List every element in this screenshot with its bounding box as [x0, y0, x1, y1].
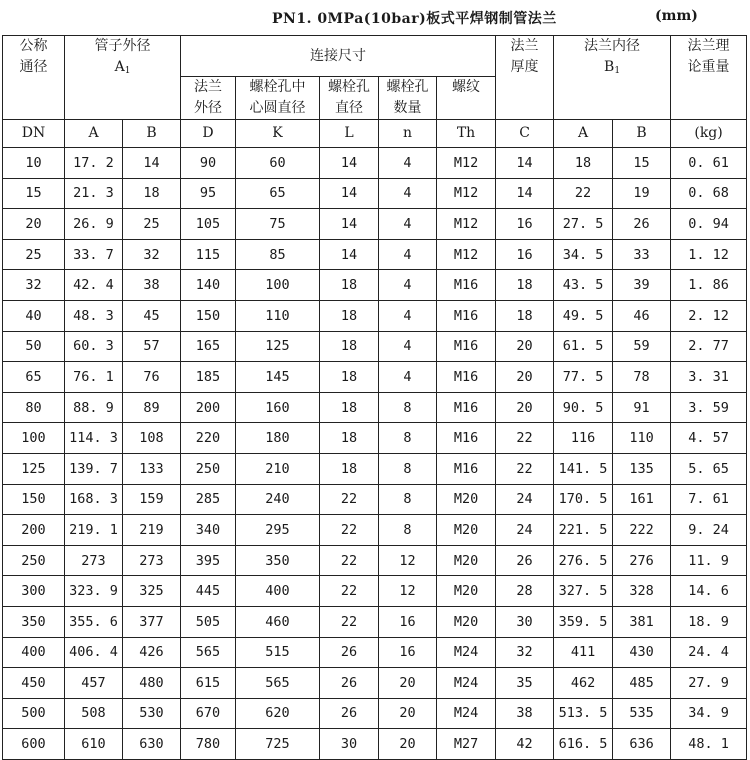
table-cell: 32 — [123, 239, 181, 270]
table-cell: 18 — [496, 270, 554, 301]
table-cell: 18 — [320, 331, 379, 362]
table-cell: 65 — [3, 362, 65, 393]
table-cell: 18 — [320, 423, 379, 454]
table-cell: 32 — [3, 270, 65, 301]
table-cell: M27 — [437, 729, 496, 760]
table-cell: 355. 6 — [65, 606, 123, 637]
table-row — [3, 270, 747, 301]
table-cell: 18 — [123, 178, 181, 209]
table-cell: 3. 31 — [671, 362, 747, 393]
table-cell: 35 — [496, 668, 554, 699]
table-cell: 14 — [320, 178, 379, 209]
table-cell: 250 — [3, 545, 65, 576]
table-cell: 90 — [181, 148, 236, 179]
table-body — [3, 148, 747, 760]
table-cell: 535 — [613, 698, 671, 729]
table-cell: M12 — [437, 178, 496, 209]
table-cell: 77. 5 — [554, 362, 613, 393]
symbol-cell: L — [320, 120, 379, 148]
table-cell: 95 — [181, 178, 236, 209]
table-row — [3, 148, 747, 179]
header-bolt-circle-diameter: 螺栓孔中 心圆直径 — [236, 77, 320, 120]
table-cell: 161 — [613, 484, 671, 515]
header-flange-thickness: 法兰 厚度 — [496, 36, 554, 120]
table-cell: 273 — [123, 545, 181, 576]
table-cell: 221. 5 — [554, 515, 613, 546]
table-cell: M16 — [437, 300, 496, 331]
table-row — [3, 423, 747, 454]
table-cell: 141. 5 — [554, 453, 613, 484]
table-cell: 26 — [320, 668, 379, 699]
table-cell: 18 — [320, 300, 379, 331]
symbol-cell: B — [123, 120, 181, 148]
table-cell: 285 — [181, 484, 236, 515]
table-cell: 276. 5 — [554, 545, 613, 576]
table-cell: 14 — [320, 148, 379, 179]
table-cell: 450 — [3, 668, 65, 699]
table-cell: 462 — [554, 668, 613, 699]
header-bolt-hole-diameter: 螺栓孔 直径 — [320, 77, 379, 120]
table-cell: 12 — [379, 545, 437, 576]
table-cell: 59 — [613, 331, 671, 362]
table-cell: 61. 5 — [554, 331, 613, 362]
table-cell: 15 — [3, 178, 65, 209]
table-title-bar — [0, 2, 750, 32]
symbol-cell: A — [65, 120, 123, 148]
table-cell: 4 — [379, 178, 437, 209]
table-cell: 18. 9 — [671, 606, 747, 637]
table-title: PN1. 0MPa(10bar)板式平焊钢制管法兰 — [272, 11, 557, 27]
table-cell: 89 — [123, 392, 181, 423]
table-cell: 114. 3 — [65, 423, 123, 454]
table-cell: 16 — [379, 606, 437, 637]
table-cell: 22 — [320, 484, 379, 515]
table-cell: 33 — [613, 239, 671, 270]
table-cell: 323. 9 — [65, 576, 123, 607]
table-cell: 115 — [181, 239, 236, 270]
table-cell: 615 — [181, 668, 236, 699]
table-cell: 150 — [181, 300, 236, 331]
table-cell: 8 — [379, 484, 437, 515]
table-cell: 300 — [3, 576, 65, 607]
table-cell: 170. 5 — [554, 484, 613, 515]
table-cell: 26. 9 — [65, 209, 123, 240]
table-cell: 295 — [236, 515, 320, 546]
symbol-cell: D — [181, 120, 236, 148]
table-cell: 75 — [236, 209, 320, 240]
table-cell: 30 — [320, 729, 379, 760]
table-cell: 240 — [236, 484, 320, 515]
table-cell: 48. 3 — [65, 300, 123, 331]
table-cell: 26 — [496, 545, 554, 576]
table-cell: 10 — [3, 148, 65, 179]
table-row — [3, 300, 747, 331]
table-row — [3, 239, 747, 270]
table-cell: 116 — [554, 423, 613, 454]
table-cell: 18 — [320, 453, 379, 484]
table-cell: 20 — [496, 331, 554, 362]
table-cell: 24 — [496, 515, 554, 546]
table-cell: 49. 5 — [554, 300, 613, 331]
table-cell: 9. 24 — [671, 515, 747, 546]
table-cell: 42 — [496, 729, 554, 760]
table-cell: 25 — [3, 239, 65, 270]
table-cell: M20 — [437, 484, 496, 515]
table-cell: 4 — [379, 300, 437, 331]
table-cell: 8 — [379, 423, 437, 454]
table-cell: 21. 3 — [65, 178, 123, 209]
table-cell: 406. 4 — [65, 637, 123, 668]
table-cell: 100 — [236, 270, 320, 301]
table-cell: 600 — [3, 729, 65, 760]
table-cell: 3. 59 — [671, 392, 747, 423]
table-cell: 14 — [320, 239, 379, 270]
symbol-cell: DN — [3, 120, 65, 148]
table-cell: 430 — [613, 637, 671, 668]
table-cell: 14 — [123, 148, 181, 179]
table-cell: 508 — [65, 698, 123, 729]
header-theoretical-weight: 法兰理 论重量 — [671, 36, 747, 120]
table-cell: 426 — [123, 637, 181, 668]
table-cell: 411 — [554, 637, 613, 668]
table-cell: 4 — [379, 239, 437, 270]
table-cell: 400 — [3, 637, 65, 668]
symbol-cell: A — [554, 120, 613, 148]
header-flange-outer-diameter: 法兰 外径 — [181, 77, 236, 120]
table-cell: 90. 5 — [554, 392, 613, 423]
table-row — [3, 637, 747, 668]
table-cell: 14 — [496, 148, 554, 179]
table-cell: 168. 3 — [65, 484, 123, 515]
table-cell: 80 — [3, 392, 65, 423]
table-cell: 350 — [3, 606, 65, 637]
table-cell: 48. 1 — [671, 729, 747, 760]
table-cell: 17. 2 — [65, 148, 123, 179]
table-cell: 22 — [320, 606, 379, 637]
table-cell: 185 — [181, 362, 236, 393]
table-cell: 14 — [320, 209, 379, 240]
table-cell: 4 — [379, 270, 437, 301]
table-cell: 2. 77 — [671, 331, 747, 362]
table-cell: 50 — [3, 331, 65, 362]
table-cell: 12 — [379, 576, 437, 607]
table-row — [3, 545, 747, 576]
table-cell: 460 — [236, 606, 320, 637]
table-cell: M16 — [437, 362, 496, 393]
table-cell: 565 — [181, 637, 236, 668]
table-cell: 530 — [123, 698, 181, 729]
table-cell: 500 — [3, 698, 65, 729]
table-cell: 85 — [236, 239, 320, 270]
table-cell: 18 — [320, 270, 379, 301]
table-cell: 8 — [379, 392, 437, 423]
table-cell: 27. 5 — [554, 209, 613, 240]
table-row — [3, 209, 747, 240]
table-cell: 620 — [236, 698, 320, 729]
table-cell: 26 — [613, 209, 671, 240]
table-row — [3, 698, 747, 729]
flange-spec-table — [2, 35, 747, 760]
table-cell: 18 — [320, 392, 379, 423]
table-cell: 159 — [123, 484, 181, 515]
table-cell: 8 — [379, 515, 437, 546]
table-cell: 91 — [613, 392, 671, 423]
table-cell: 45 — [123, 300, 181, 331]
table-cell: 4 — [379, 331, 437, 362]
table-cell: 27. 9 — [671, 668, 747, 699]
table-cell: 150 — [3, 484, 65, 515]
header-flange-inner-diameter: 法兰内径 $B_1$ — [554, 36, 671, 120]
table-cell: 200 — [3, 515, 65, 546]
table-cell: 480 — [123, 668, 181, 699]
table-cell: M24 — [437, 698, 496, 729]
table-row — [3, 515, 747, 546]
table-cell: 165 — [181, 331, 236, 362]
table-cell: 33. 7 — [65, 239, 123, 270]
table-cell: 16 — [496, 209, 554, 240]
header-pipe-outer-diameter: 管子外径 $A_1$ — [65, 36, 181, 120]
table-cell: 125 — [236, 331, 320, 362]
table-row — [3, 331, 747, 362]
table-cell: 40 — [3, 300, 65, 331]
table-cell: 60. 3 — [65, 331, 123, 362]
table-cell: 24 — [496, 484, 554, 515]
table-cell: 34. 5 — [554, 239, 613, 270]
table-cell: 636 — [613, 729, 671, 760]
table-cell: 22 — [320, 576, 379, 607]
symbol-cell: C — [496, 120, 554, 148]
table-cell: M12 — [437, 239, 496, 270]
table-cell: 43. 5 — [554, 270, 613, 301]
symbol-cell: (kg) — [671, 120, 747, 148]
table-cell: 485 — [613, 668, 671, 699]
table-cell: 46 — [613, 300, 671, 331]
table-cell: 34. 9 — [671, 698, 747, 729]
table-cell: 22 — [496, 423, 554, 454]
table-cell: M20 — [437, 515, 496, 546]
table-row — [3, 453, 747, 484]
table-cell: M20 — [437, 576, 496, 607]
table-cell: 359. 5 — [554, 606, 613, 637]
table-cell: 65 — [236, 178, 320, 209]
table-cell: 57 — [123, 331, 181, 362]
table-cell: M24 — [437, 668, 496, 699]
table-cell: 219. 1 — [65, 515, 123, 546]
header-symbol-row — [3, 120, 747, 148]
table-row — [3, 668, 747, 699]
table-cell: 20 — [3, 209, 65, 240]
table-cell: 515 — [236, 637, 320, 668]
table-cell: 616. 5 — [554, 729, 613, 760]
table-cell: 1. 12 — [671, 239, 747, 270]
table-cell: 133 — [123, 453, 181, 484]
table-cell: 110 — [236, 300, 320, 331]
table-cell: 780 — [181, 729, 236, 760]
table-cell: 513. 5 — [554, 698, 613, 729]
table-row — [3, 392, 747, 423]
table-cell: 100 — [3, 423, 65, 454]
table-cell: 0. 61 — [671, 148, 747, 179]
table-cell: M20 — [437, 606, 496, 637]
table-cell: 8 — [379, 453, 437, 484]
table-cell: 20 — [379, 729, 437, 760]
table-cell: 125 — [3, 453, 65, 484]
header-connection-dimensions: 连接尺寸 — [181, 36, 496, 77]
table-cell: 20 — [496, 392, 554, 423]
table-cell: M16 — [437, 423, 496, 454]
table-cell: 2. 12 — [671, 300, 747, 331]
table-cell: 5. 65 — [671, 453, 747, 484]
table-cell: 139. 7 — [65, 453, 123, 484]
table-cell: M24 — [437, 637, 496, 668]
table-cell: 200 — [181, 392, 236, 423]
table-cell: 4 — [379, 362, 437, 393]
table-cell: 445 — [181, 576, 236, 607]
table-cell: 340 — [181, 515, 236, 546]
table-cell: 42. 4 — [65, 270, 123, 301]
table-cell: 220 — [181, 423, 236, 454]
table-cell: 38 — [496, 698, 554, 729]
table-cell: 24. 4 — [671, 637, 747, 668]
table-cell: 22 — [320, 545, 379, 576]
table-cell: 18 — [320, 362, 379, 393]
table-cell: 22 — [496, 453, 554, 484]
table-cell: 30 — [496, 606, 554, 637]
table-row — [3, 576, 747, 607]
table-row — [3, 729, 747, 760]
symbol-cell: Th — [437, 120, 496, 148]
table-cell: 180 — [236, 423, 320, 454]
symbol-cell: B — [613, 120, 671, 148]
table-cell: 135 — [613, 453, 671, 484]
header-bolt-hole-count: 螺栓孔 数量 — [379, 77, 437, 120]
table-cell: 15 — [613, 148, 671, 179]
table-cell: 565 — [236, 668, 320, 699]
table-cell: 610 — [65, 729, 123, 760]
table-cell: 276 — [613, 545, 671, 576]
table-cell: M16 — [437, 453, 496, 484]
table-cell: 4 — [379, 148, 437, 179]
table-cell: 630 — [123, 729, 181, 760]
table-cell: 7. 61 — [671, 484, 747, 515]
table-cell: 14. 6 — [671, 576, 747, 607]
table-row — [3, 606, 747, 637]
table-cell: 395 — [181, 545, 236, 576]
table-cell: 39 — [613, 270, 671, 301]
table-cell: 20 — [379, 698, 437, 729]
table-cell: 4. 57 — [671, 423, 747, 454]
table-cell: 350 — [236, 545, 320, 576]
table-cell: 250 — [181, 453, 236, 484]
table-cell: 110 — [613, 423, 671, 454]
table-cell: 140 — [181, 270, 236, 301]
header-thread: 螺纹 — [437, 77, 496, 120]
table-cell: M16 — [437, 331, 496, 362]
table-cell: 381 — [613, 606, 671, 637]
table-cell: 4 — [379, 209, 437, 240]
table-cell: 76 — [123, 362, 181, 393]
table-cell: 26 — [320, 637, 379, 668]
table-cell: 60 — [236, 148, 320, 179]
table-cell: 160 — [236, 392, 320, 423]
table-cell: 20 — [496, 362, 554, 393]
table-cell: 210 — [236, 453, 320, 484]
table-cell: 18 — [554, 148, 613, 179]
table-cell: 78 — [613, 362, 671, 393]
table-cell: 457 — [65, 668, 123, 699]
header-nominal-diameter: 公称 通径 — [3, 36, 65, 120]
table-cell: 0. 68 — [671, 178, 747, 209]
table-cell: 108 — [123, 423, 181, 454]
table-row — [3, 362, 747, 393]
table-cell: 222 — [613, 515, 671, 546]
table-cell: 1. 86 — [671, 270, 747, 301]
table-cell: 400 — [236, 576, 320, 607]
table-cell: 11. 9 — [671, 545, 747, 576]
table-cell: 327. 5 — [554, 576, 613, 607]
table-cell: 18 — [496, 300, 554, 331]
table-cell: 88. 9 — [65, 392, 123, 423]
table-cell: 670 — [181, 698, 236, 729]
table-cell: 25 — [123, 209, 181, 240]
table-cell: 377 — [123, 606, 181, 637]
unit-label: (mm) — [655, 8, 698, 24]
table-cell: 19 — [613, 178, 671, 209]
table-cell: 14 — [496, 178, 554, 209]
table-cell: 20 — [379, 668, 437, 699]
table-cell: 0. 94 — [671, 209, 747, 240]
table-cell: 219 — [123, 515, 181, 546]
table-cell: 328 — [613, 576, 671, 607]
table-row — [3, 484, 747, 515]
table-cell: 32 — [496, 637, 554, 668]
table-cell: 105 — [181, 209, 236, 240]
table-cell: M16 — [437, 270, 496, 301]
table-cell: 273 — [65, 545, 123, 576]
symbol-cell: n — [379, 120, 437, 148]
table-cell: 145 — [236, 362, 320, 393]
table-cell: M12 — [437, 148, 496, 179]
table-cell: 76. 1 — [65, 362, 123, 393]
table-cell: M12 — [437, 209, 496, 240]
table-cell: 505 — [181, 606, 236, 637]
table-cell: 26 — [320, 698, 379, 729]
symbol-cell: K — [236, 120, 320, 148]
table-cell: 22 — [320, 515, 379, 546]
table-cell: 28 — [496, 576, 554, 607]
table-cell: 16 — [496, 239, 554, 270]
table-cell: M20 — [437, 545, 496, 576]
table-cell: 22 — [554, 178, 613, 209]
table-row — [3, 178, 747, 209]
table-cell: 725 — [236, 729, 320, 760]
table-cell: 325 — [123, 576, 181, 607]
table-cell: M16 — [437, 392, 496, 423]
table-cell: 38 — [123, 270, 181, 301]
table-cell: 16 — [379, 637, 437, 668]
